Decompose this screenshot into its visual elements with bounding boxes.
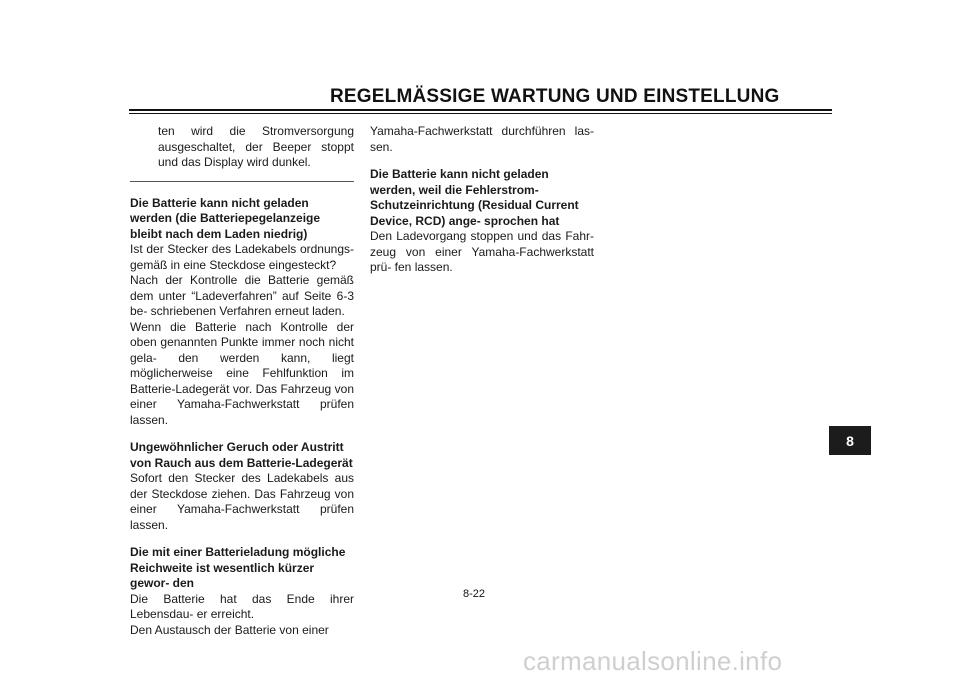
watermark: carmanualsonline.info — [523, 646, 783, 676]
section-charging-failure — [130, 196, 354, 429]
paragraph: Sofort den Stecker des Ladekabels aus der Steckdose ziehen. Das Fahrzeug von einer Yamaha-Fachwerkstatt prüfen lassen. — [130, 471, 354, 532]
section-heading: Ungewöhnlicher Geruch oder Austritt von Rauch aus dem Batterie-Ladegerät — [130, 440, 353, 470]
intro-text: ten wird die Stromversorgung ausgeschaltet, der Beeper stoppt und das Display wird dunkel. — [158, 124, 354, 169]
chapter-tab: 8 — [829, 426, 871, 455]
page-title: REGELMÄSSIGE WARTUNG UND EINSTELLUNG — [330, 86, 780, 107]
header-rule — [129, 109, 832, 111]
paragraph: Den Ladevorgang stoppen und das Fahr- zeug von einer Yamaha-Fachwerkstatt prü- fen lassen. — [370, 229, 594, 274]
header-rule-thin — [129, 113, 832, 114]
section-divider — [130, 181, 354, 182]
section-heading: Die Batterie kann nicht geladen werden, weil die Fehlerstrom-Schutzeinrichtung (Residual Current Device, RCD) ange- sprochen hat — [370, 167, 579, 228]
paragraph: Wenn die Batterie nach Kontrolle der oben genannten Punkte immer noch nicht gela- den werden kann, liegt möglicherweise eine Fehlfunktion im Batterie-Ladegerät vor. Das Fahrzeug von einer Yamaha-Fachwerkstatt prüfen lassen. — [130, 319, 354, 427]
paragraph: Nach der Kontrolle die Batterie gemäß dem unter “Ladeverfahren” auf Seite 6-3 be- schriebenen Verfahren erneut laden. — [130, 273, 354, 318]
section-rcd-tripped — [370, 167, 594, 276]
paragraph: Die Batterie hat das Ende ihrer Lebensdau- er erreicht. — [130, 591, 354, 621]
page-number: 8-22 — [463, 588, 486, 600]
section-range-reduced — [130, 545, 354, 638]
section-heading: Die mit einer Batterieladung mögliche Reichweite ist wesentlich kürzer gewor- den — [130, 545, 346, 590]
paragraph: Ist der Stecker des Ladekabels ordnungs- gemäß in eine Steckdose eingesteckt? — [130, 242, 354, 272]
right-column — [370, 124, 594, 276]
section-smoke-odor — [130, 440, 354, 533]
paragraph: Den Austausch der Batterie von einer — [130, 622, 329, 637]
continuation-text: Yamaha-Fachwerkstatt durchführen las- sen. — [370, 124, 594, 154]
section-heading: Die Batterie kann nicht geladen werden (die Batteriepegelanzeige bleibt nach dem Laden niedrig) — [130, 195, 321, 241]
left-column — [130, 124, 354, 638]
